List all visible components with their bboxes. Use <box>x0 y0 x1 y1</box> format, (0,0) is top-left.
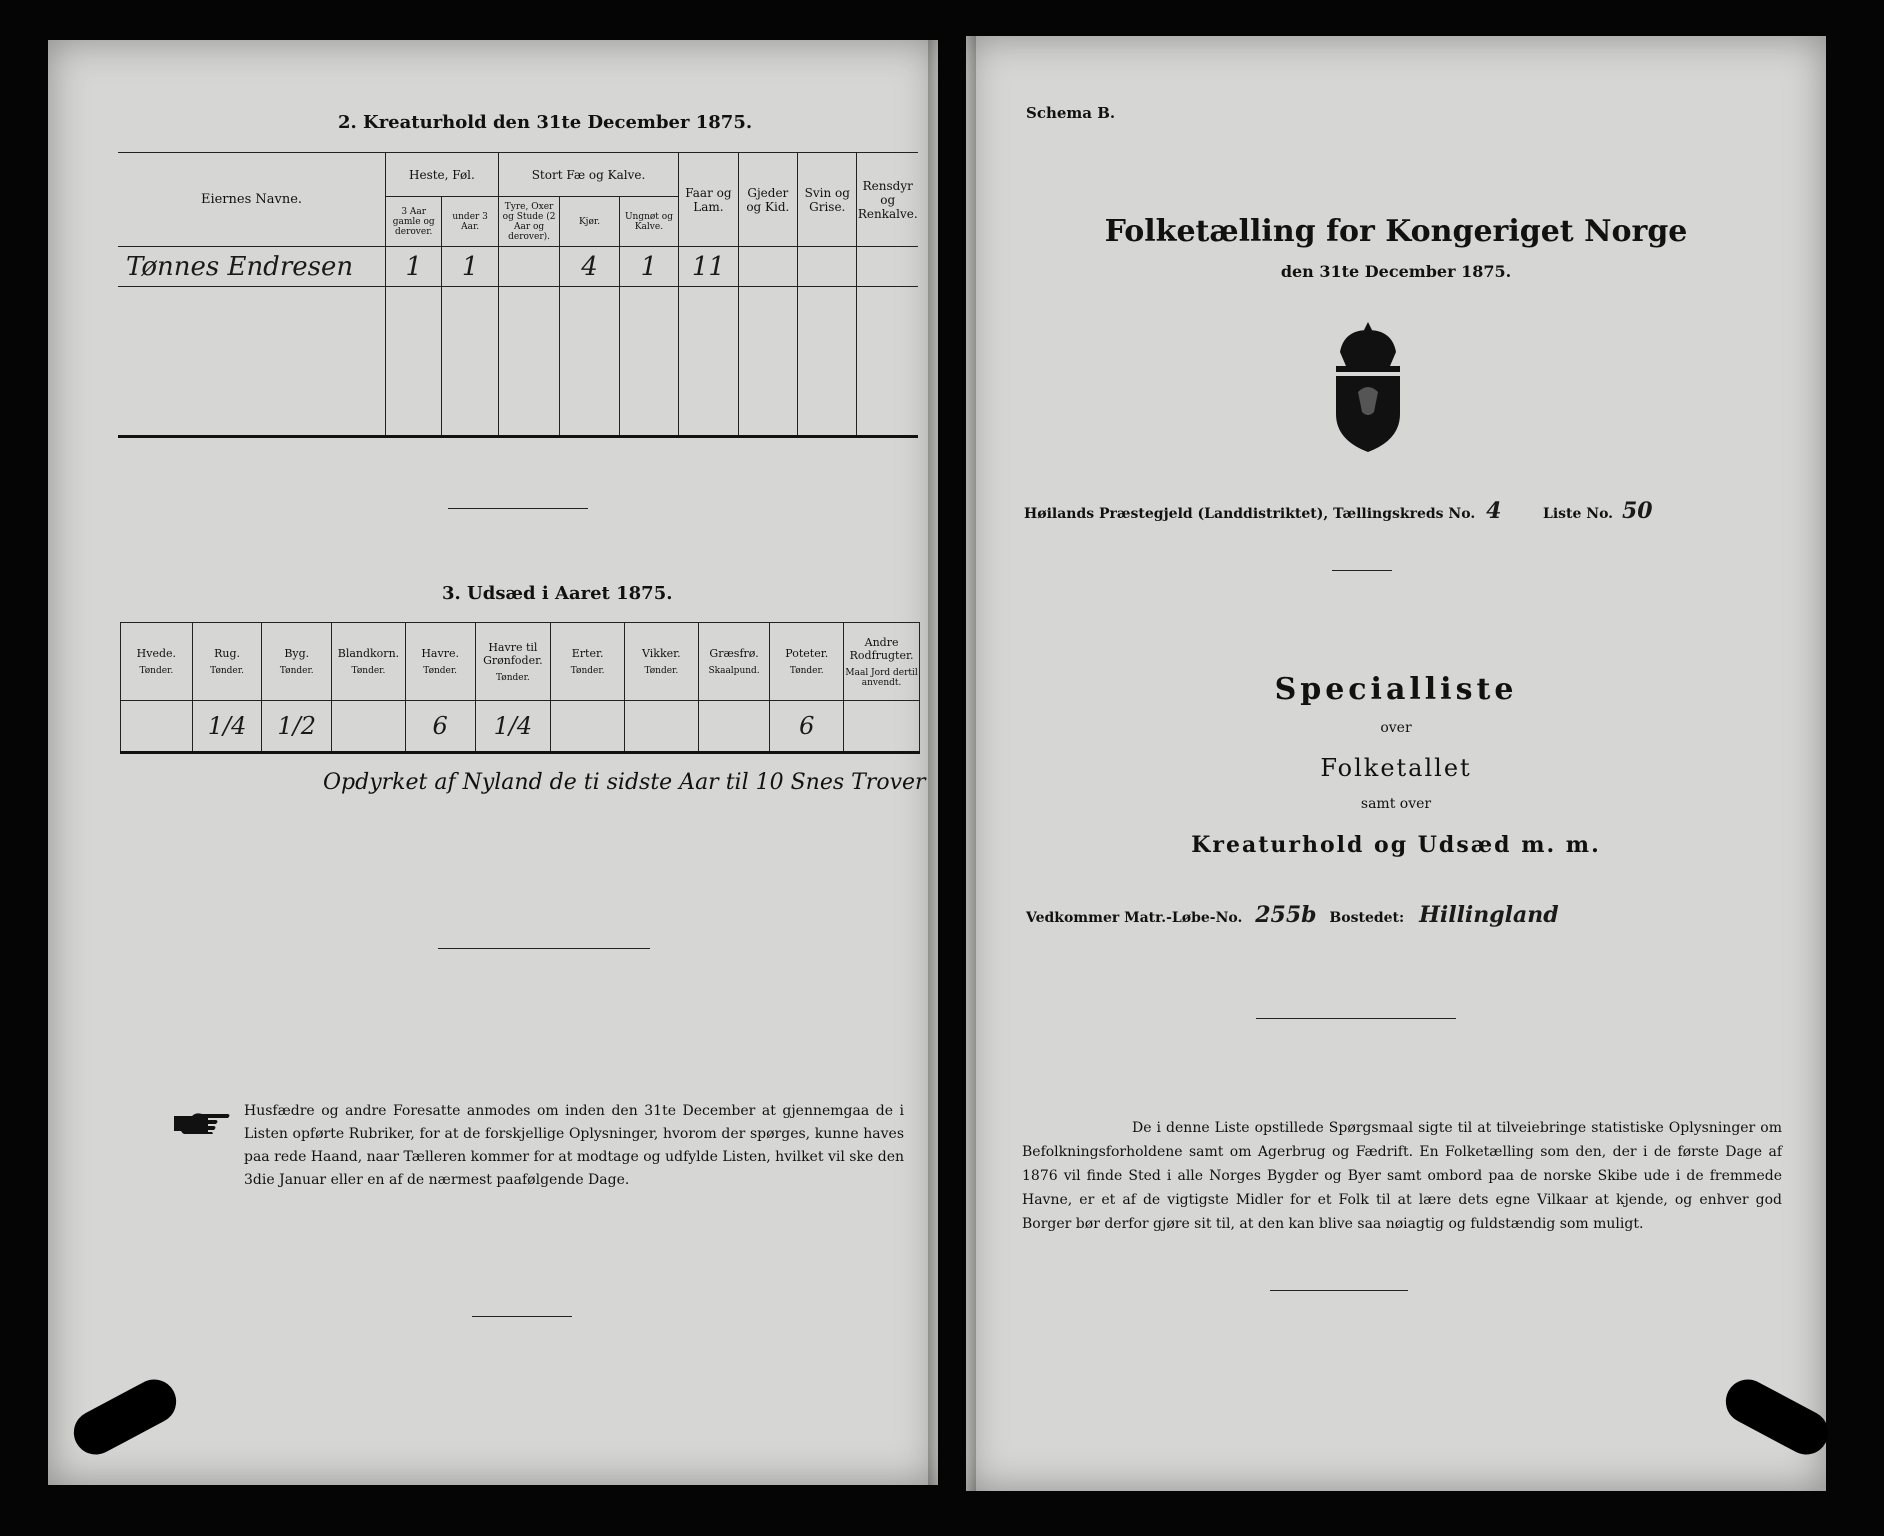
bulls-cell <box>498 247 559 287</box>
pigs-header: Svin og Grise. <box>798 153 857 247</box>
seed-header-cell <box>405 623 475 701</box>
left-page <box>48 40 938 1485</box>
notice-text: Husfædre og andre Foresatte anmodes om inden den 31te December at gjennemgaa de i Listen opførte Rubriker, for at de forskjellige Oplysninger, hvorom der spørges, kunne haves paa rede Haand, naar Tælleren kommer for at modtage og udfylde Listen, hvilket vil ske den 3die Januar eller en af de nærmest paafølgende Dage. <box>244 1103 904 1188</box>
matr-line <box>1026 902 1559 928</box>
sheep-header: Faar og Lam. <box>679 153 738 247</box>
schema-label: Schema B. <box>1026 104 1116 122</box>
divider <box>1256 1018 1456 1019</box>
seed-value-cell: 1/4 <box>192 701 262 753</box>
liste-number: 50 <box>1621 498 1653 524</box>
seed-value-cell: 1/2 <box>262 701 332 753</box>
seed-crop-name: Vikker. <box>642 647 681 660</box>
district-label: Høilands Præstegjeld (Landdistriktet), Tællingskreds No. <box>1024 506 1476 522</box>
divider <box>1332 570 1392 571</box>
cattle-header: Stort Fæ og Kalve. <box>498 153 678 197</box>
right-page <box>966 36 1826 1491</box>
seed-unit: Tønder. <box>644 666 679 676</box>
seed-crop-name: Blandkorn. <box>337 647 400 660</box>
divider <box>448 508 588 509</box>
seed-crop-name: Andre Rodfrugter. <box>849 635 914 662</box>
seed-value-cell <box>121 701 193 753</box>
over-text: over <box>1380 720 1412 736</box>
specialliste-title: Specialliste <box>1274 672 1518 707</box>
section-2-title: 2. Kreaturhold den 31te December 1875. <box>338 112 753 133</box>
district-line <box>1024 498 1501 524</box>
horses-3yr-header: 3 Aar gamle og derover. <box>386 197 442 247</box>
seed-unit: Tønder. <box>279 666 314 676</box>
date-line: den 31te December 1875. <box>1280 262 1512 281</box>
main-title: Folketælling for Kongeriget Norge <box>1104 214 1688 249</box>
seed-header-cell <box>332 623 406 701</box>
seed-unit: Tønder. <box>351 666 386 676</box>
seed-header-cell <box>475 623 551 701</box>
seed-unit: Tønder. <box>570 666 605 676</box>
seed-unit: Tønder. <box>210 666 244 676</box>
liste-label: Liste No. <box>1543 506 1614 522</box>
divider <box>472 1316 572 1317</box>
page-fold-shadow <box>928 40 938 1485</box>
horses-header: Heste, Føl. <box>386 153 499 197</box>
seed-crop-name: Havre. <box>421 647 459 660</box>
seed-crop-name: Erter. <box>571 647 604 660</box>
goats-cell <box>738 247 797 287</box>
seed-unit: Maal Jord dertil anvendt. <box>845 667 918 688</box>
seed-header-cell <box>262 623 332 701</box>
seed-table <box>120 622 920 754</box>
seed-value-cell <box>551 701 625 753</box>
seed-header-cell <box>192 623 262 701</box>
kreaturhold-title: Kreaturhold og Udsæd m. m. <box>1191 832 1601 858</box>
district-number: 4 <box>1486 498 1502 524</box>
matr-label: Vedkommer Matr.-Løbe-No. <box>1026 910 1243 926</box>
seed-header-cell <box>698 623 770 701</box>
seed-header-cell <box>770 623 844 701</box>
horses-under3-header: under 3 Aar. <box>442 197 498 247</box>
reindeer-header: Rensdyr og Renkalve. <box>857 153 918 247</box>
pointing-hand-icon <box>172 1110 232 1134</box>
pigs-cell <box>798 247 857 287</box>
seed-value-cell <box>698 701 770 753</box>
livestock-table <box>118 152 918 438</box>
seed-unit: Tønder. <box>423 666 458 676</box>
norway-coat-of-arms-icon <box>1328 322 1408 452</box>
seed-value-cell: 1/4 <box>475 701 551 753</box>
seed-crop-name: Poteter. <box>785 647 829 660</box>
seed-value-cell: 6 <box>405 701 475 753</box>
reindeer-cell <box>857 247 918 287</box>
seed-value-row <box>121 701 920 753</box>
cows-header: Kjør. <box>560 197 619 247</box>
handwritten-note: Opdyrket af Nyland de ti sidste Aar til 10 Snes Trover <box>323 770 926 795</box>
goats-header: Gjeder og Kid. <box>738 153 797 247</box>
seed-header-cell <box>121 623 193 701</box>
seed-value-cell <box>844 701 920 753</box>
section-3-title: 3. Udsæd i Aaret 1875. <box>442 583 673 604</box>
seed-header-cell <box>624 623 698 701</box>
bulls-header: Tyre, Oxer og Stude (2 Aar og derover). <box>498 197 559 247</box>
seed-header-row <box>121 623 920 701</box>
seed-header-cell <box>844 623 920 701</box>
seed-unit: Tønder. <box>495 672 530 683</box>
seed-crop-name: Græsfrø. <box>709 647 759 660</box>
seed-unit: Tønder. <box>789 666 824 676</box>
owner-header: Eiernes Navne. <box>118 153 386 247</box>
sheep-cell: 11 <box>679 247 738 287</box>
seed-value-cell: 6 <box>770 701 844 753</box>
empty-row <box>118 287 386 437</box>
divider <box>1270 1290 1408 1291</box>
folketallet-title: Folketallet <box>1320 754 1472 782</box>
samt-over-text: samt over <box>1360 796 1432 812</box>
explanation-paragraph: De i denne Liste opstillede Spørgsmaal sigte til at tilveiebringe statistiske Oplysninger om Befolkningsforholdene samt om Agerbrug og Fædrift. En Folketælling som den, der i de første Dage af 1876 vil finde Sted i alle Norges Bygder og Byer samt ombord paa de norske Skibe ude i de fremmede Havne, er et af de vigtigste Midler for et Folk til at lære dets egne Vilkaar at kjende, og enhver god Borger bør derfor gjøre sit til, at den kan blive saa nøiagtig og fuldstændig som muligt. <box>1022 1120 1782 1232</box>
seed-unit: Skaalpund. <box>708 666 760 676</box>
seed-crop-name: Hvede. <box>136 647 177 660</box>
cows-cell: 4 <box>560 247 619 287</box>
owner-name-cell: Tønnes Endresen <box>118 247 386 287</box>
seed-crop-name: Rug. <box>214 647 240 660</box>
bosted-value: Hillingland <box>1419 902 1559 928</box>
calves-header: Ungnøt og Kalve. <box>619 197 678 247</box>
seed-crop-name: Havre til Grønfoder. <box>483 640 543 667</box>
calves-cell: 1 <box>619 247 678 287</box>
horses-3yr-cell: 1 <box>386 247 442 287</box>
divider <box>438 948 650 949</box>
seed-value-cell <box>624 701 698 753</box>
seed-header-cell <box>551 623 625 701</box>
seed-unit: Tønder. <box>139 666 174 676</box>
liste-line <box>1543 498 1653 524</box>
seed-crop-name: Byg. <box>284 647 310 660</box>
bosted-label: Bostedet: <box>1329 910 1405 926</box>
matr-number: 255b <box>1255 902 1317 928</box>
horses-under3-cell: 1 <box>442 247 498 287</box>
seed-value-cell <box>332 701 406 753</box>
